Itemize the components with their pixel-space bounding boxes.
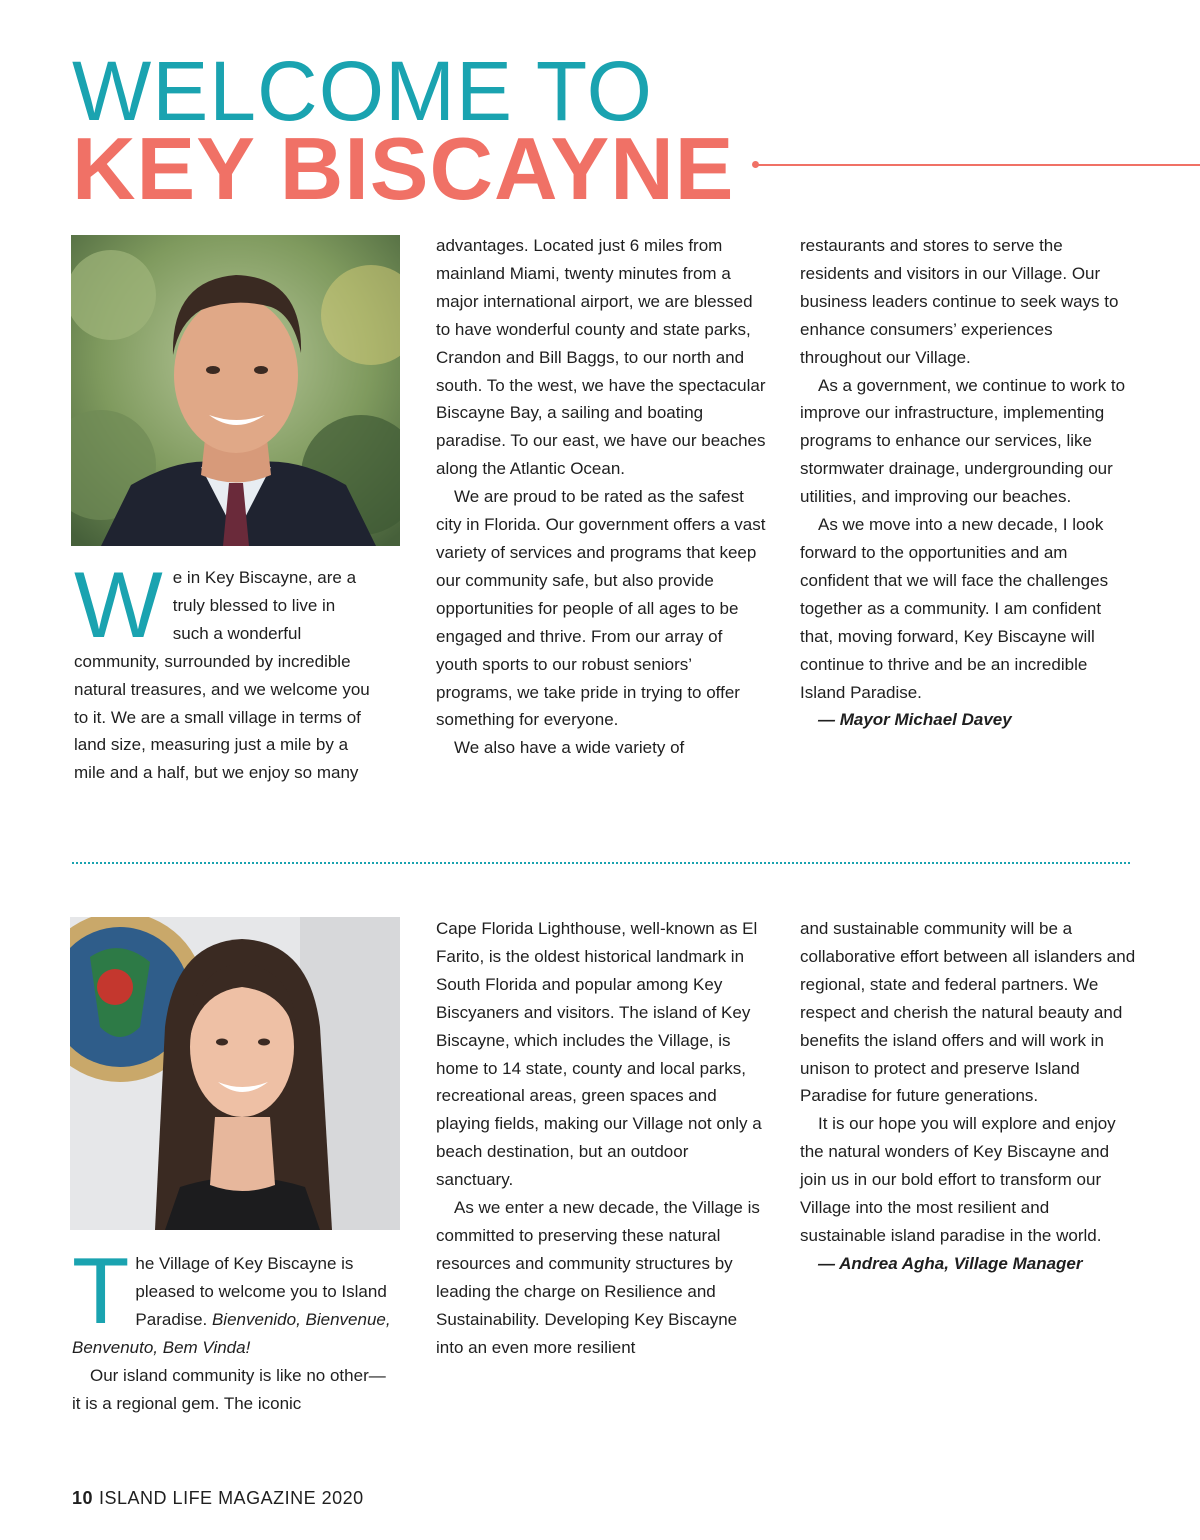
headline-welcome: WELCOME TO (72, 44, 653, 138)
dropcap-t: T (72, 1238, 130, 1343)
manager-intro-lead: he Village of Key Biscayne is pleased to welcome you to Island Paradise. (135, 1254, 387, 1329)
paragraph: As we move into a new decade, I look forward to the opportunities and am confident that we will face the challenges together as a community. I am confident that, moving forward, Key Biscayne will continue to thrive and be an incredible Island Paradise. (800, 515, 1109, 702)
dropcap-w: W (74, 552, 163, 657)
paragraph: restaurants and stores to serve the residents and visitors in our Village. Our business leaders continue to seek ways to enhance consumers’ experiences throughout our Village. (800, 236, 1119, 367)
headline-key-biscayne: KEY BISCAYNE (72, 119, 735, 218)
section-divider (72, 862, 1130, 864)
headline-rule (758, 164, 1200, 166)
paragraph: advantages. Located just 6 miles from mainland Miami, twenty minutes from a major international airport, we are blessed to have wonderful county and state parks, Crandon and Bill Baggs, to our north and south. To the west, we have the spectacular Biscayne Bay, a sailing and boating paradise. To our east, we have our beaches along the Atlantic Ocean. (436, 236, 766, 479)
page-footer (72, 1486, 364, 1510)
paragraph: We also have a wide variety of (454, 738, 685, 758)
section2-column-2 (436, 915, 766, 1362)
village-manager-photo (70, 917, 400, 1230)
section2-column-1 (72, 1238, 392, 1417)
section1-column-1 (74, 552, 374, 787)
paragraph: It is our hope you will explore and enjoy the natural wonders of Key Biscayne and join us in our bold effort to transform our Village into the most resilient and sustainable island paradise in the world. (800, 1114, 1116, 1245)
paragraph: and sustainable community will be a collaborative effort between all islanders and regional, state and federal partners. We respect and cherish the natural beauty and benefits the island offers and will work in unison to protect and preserve Island Paradise for future generations. (800, 919, 1136, 1106)
section2-column-3 (800, 915, 1136, 1278)
publication-name: ISLAND LIFE MAGAZINE 2020 (99, 1488, 364, 1508)
paragraph: Our island community is like no other—it is a regional gem. The iconic (72, 1365, 386, 1413)
paragraph: As we enter a new decade, the Village is committed to preserving these natural resources and community structures by leading the charge on Resilience and Sustainability. Developing Key Biscayne into an even more resilient (436, 1198, 760, 1357)
section1-column-3 (800, 232, 1136, 734)
page-number: 10 (72, 1488, 94, 1508)
manager-intro-greetings: Bienvenido, Bienvenue, Benvenuto, Bem Vinda! (72, 1309, 391, 1357)
paragraph: We are proud to be rated as the safest city in Florida. Our government offers a vast variety of services and programs that keep our community safe, but also provide opportunities for people of all ages to be engaged and thrive. From our array of youth sports to our robust seniors’ programs, we take pride in trying to offer something for everyone. (436, 487, 766, 730)
paragraph: As a government, we continue to work to improve our infrastructure, implementing programs to enhance our services, like stormwater drainage, undergrounding our utilities, and improving our beaches. (800, 375, 1126, 507)
paragraph: Cape Florida Lighthouse, well-known as El Farito, is the oldest historical landmark in South Florida and popular among Key Biscyaners and visitors. The island of Key Biscayne, which includes the Village, is home to 14 state, county and local parks, recreational areas, green spaces and playing fields, making our Village not only a beach destination, but an outdoor sanctuary. (436, 919, 762, 1190)
manager-signature: — Andrea Agha, Village Manager (818, 1253, 1083, 1273)
mayor-intro-text: e in Key Biscayne, are a truly blessed to live in such a wonderful community, surrounded by incredible natural treasures, and we welcome you to it. We are a small village in terms of land size, measuring just a mile by a mile and a half, but we enjoy so many (74, 568, 370, 783)
mayor-photo (71, 235, 400, 546)
section1-column-2 (436, 232, 766, 762)
mayor-signature: — Mayor Michael Davey (818, 710, 1012, 730)
